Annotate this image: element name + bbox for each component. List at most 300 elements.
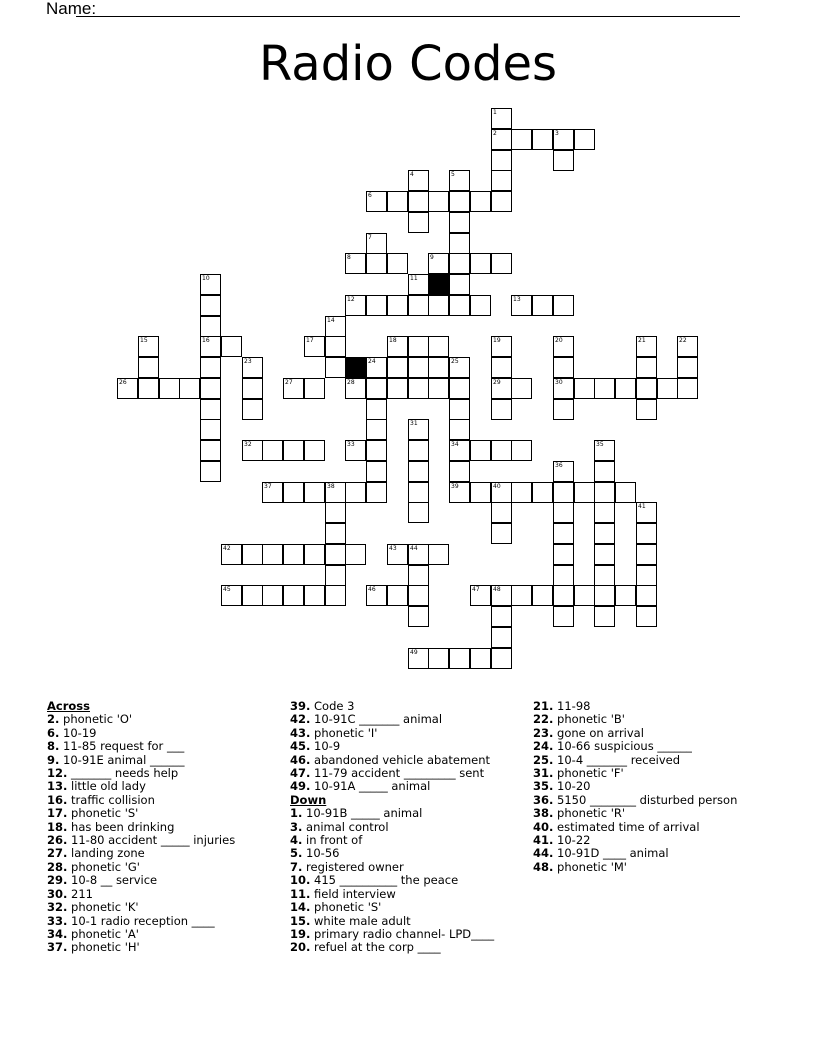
clue-num: 21. [533, 699, 554, 713]
clue-number: 7 [368, 234, 372, 241]
grid-cell[interactable] [200, 316, 221, 337]
grid-cell[interactable] [449, 440, 470, 461]
grid-cell[interactable] [387, 253, 408, 274]
grid-cell[interactable] [470, 585, 491, 606]
grid-cell[interactable] [428, 336, 449, 357]
grid-cell[interactable] [408, 648, 429, 669]
grid-cell[interactable] [553, 523, 574, 544]
grid-cell[interactable] [491, 150, 512, 171]
grid-cell[interactable] [242, 585, 263, 606]
grid-cell[interactable] [366, 399, 387, 420]
clue-number: 2 [493, 130, 497, 137]
grid-cell[interactable] [428, 295, 449, 316]
grid-cell[interactable] [428, 648, 449, 669]
grid-cell[interactable] [283, 544, 304, 565]
clue-num: 14. [290, 900, 311, 915]
grid-cell[interactable] [345, 378, 366, 399]
grid-cell[interactable] [283, 482, 304, 503]
grid-cell[interactable] [221, 544, 242, 565]
grid-cell[interactable] [553, 357, 574, 378]
grid-cell[interactable] [138, 357, 159, 378]
clue-number: 3 [555, 130, 559, 137]
clue-num: 30. [47, 886, 68, 901]
clue-item [533, 713, 737, 726]
grid-cell[interactable] [615, 482, 636, 503]
clue-num: 12. [47, 766, 68, 781]
grid-cell[interactable] [594, 544, 615, 565]
grid-cell[interactable] [470, 440, 491, 461]
grid-cell[interactable] [491, 482, 512, 503]
clue-text: 10-91B _____ animal [306, 806, 423, 821]
clue-text: phonetic 'I' [314, 725, 378, 740]
grid-cell[interactable] [408, 170, 429, 191]
grid-cell[interactable] [428, 191, 449, 212]
clue-text: 11-80 accident _____ injuries [71, 833, 236, 848]
grid-cell[interactable] [615, 378, 636, 399]
grid-cell[interactable] [200, 274, 221, 295]
name-label: Name: [46, 0, 97, 18]
clue-number: 9 [430, 254, 434, 261]
grid-cell[interactable] [449, 419, 470, 440]
clue-number: 8 [347, 254, 351, 261]
grid-cell[interactable] [366, 419, 387, 440]
grid-cell[interactable] [511, 129, 532, 150]
clue-num: 4. [290, 833, 303, 848]
grid-cell[interactable] [408, 461, 429, 482]
grid-cell[interactable] [491, 627, 512, 648]
clue-number: 17 [306, 337, 314, 344]
grid-cell[interactable] [470, 482, 491, 503]
grid-cell[interactable] [449, 212, 470, 233]
grid-cell[interactable] [491, 129, 512, 150]
grid-cell[interactable] [491, 585, 512, 606]
clue-item [290, 874, 494, 887]
grid-cell[interactable] [553, 150, 574, 171]
grid-cell[interactable] [491, 336, 512, 357]
grid-cell[interactable] [449, 170, 470, 191]
clue-text: 10-1 radio reception ____ [71, 913, 215, 928]
grid-cell[interactable] [387, 336, 408, 357]
clue-text: 11-79 accident _________ sent [314, 766, 485, 781]
clue-text: field interview [314, 886, 396, 901]
grid-cell[interactable] [408, 419, 429, 440]
grid-cell[interactable] [325, 585, 346, 606]
grid-cell[interactable] [366, 482, 387, 503]
clue-text: registered owner [306, 859, 404, 874]
clue-number: 47 [472, 586, 480, 593]
grid-cell[interactable] [262, 544, 283, 565]
grid-cell[interactable] [408, 565, 429, 586]
grid-cell[interactable] [345, 482, 366, 503]
grid-cell[interactable] [594, 606, 615, 627]
clue-item [533, 727, 737, 740]
grid-cell[interactable] [408, 336, 429, 357]
grid-cell[interactable] [242, 440, 263, 461]
grid-cell[interactable] [262, 585, 283, 606]
clue-num: 31. [533, 766, 554, 781]
grid-cell[interactable] [325, 544, 346, 565]
grid-cell[interactable] [449, 233, 470, 254]
clue-number: 39 [451, 483, 459, 490]
grid-cell[interactable] [262, 482, 283, 503]
clue-number: 16 [202, 337, 210, 344]
grid-cell[interactable] [553, 585, 574, 606]
clue-item [290, 727, 494, 740]
clue-number: 21 [638, 337, 646, 344]
grid-cell[interactable] [553, 565, 574, 586]
clue-text: 10-8 __ service [71, 873, 158, 888]
clue-number: 48 [493, 586, 501, 593]
clue-number: 25 [451, 358, 459, 365]
grid-cell[interactable] [594, 523, 615, 544]
clue-number: 23 [244, 358, 252, 365]
grid-cell[interactable] [387, 191, 408, 212]
grid-cell[interactable] [200, 461, 221, 482]
clue-text: phonetic 'B' [557, 712, 625, 727]
grid-cell[interactable] [491, 253, 512, 274]
grid-cell[interactable] [553, 482, 574, 503]
clue-section-heading: Across [47, 699, 90, 713]
grid-cell[interactable] [200, 399, 221, 420]
grid-cell[interactable] [491, 170, 512, 191]
clue-text: estimated time of arrival [557, 819, 700, 834]
grid-cell[interactable] [491, 191, 512, 212]
clue-item [533, 847, 737, 860]
clue-item [47, 834, 235, 847]
grid-cell[interactable] [491, 648, 512, 669]
clue-item [47, 794, 235, 807]
grid-cell[interactable] [304, 336, 325, 357]
clue-item [533, 807, 737, 820]
clue-number: 4 [410, 171, 414, 178]
grid-cell[interactable] [470, 648, 491, 669]
grid-cell[interactable] [325, 502, 346, 523]
grid-cell[interactable] [511, 295, 532, 316]
grid-cell[interactable] [428, 378, 449, 399]
clue-number: 32 [244, 441, 252, 448]
grid-cell[interactable] [408, 585, 429, 606]
grid-cell[interactable] [428, 357, 449, 378]
grid-cell[interactable] [138, 378, 159, 399]
grid-cell[interactable] [491, 440, 512, 461]
clue-number: 20 [555, 337, 563, 344]
clue-num: 45. [290, 739, 311, 754]
grid-cell[interactable] [387, 357, 408, 378]
grid-cell[interactable] [594, 461, 615, 482]
grid-cell[interactable] [366, 253, 387, 274]
clue-number: 33 [347, 441, 355, 448]
clue-num: 13. [47, 779, 68, 794]
clue-num: 42. [290, 712, 311, 727]
grid-cell[interactable] [553, 544, 574, 565]
grid-cell[interactable] [242, 399, 263, 420]
grid-cell[interactable] [553, 502, 574, 523]
clue-num: 17. [47, 806, 68, 821]
grid-cell[interactable] [449, 253, 470, 274]
grid-cell[interactable] [387, 544, 408, 565]
grid-cell[interactable] [408, 191, 429, 212]
grid-cell[interactable] [636, 378, 657, 399]
clue-text: has been drinking [71, 819, 175, 834]
grid-cell[interactable] [242, 378, 263, 399]
grid-cell[interactable] [408, 502, 429, 523]
clue-item [533, 740, 737, 753]
grid-cell[interactable] [304, 440, 325, 461]
clue-num: 44. [533, 846, 554, 861]
grid-cell[interactable] [491, 378, 512, 399]
grid-cell[interactable] [366, 461, 387, 482]
grid-cell[interactable] [594, 482, 615, 503]
clue-text: phonetic 'K' [71, 900, 139, 915]
clue-text: phonetic 'R' [557, 806, 626, 821]
grid-cell[interactable] [283, 378, 304, 399]
clue-text: 10-91E animal ______ [63, 752, 185, 767]
grid-cell[interactable] [491, 502, 512, 523]
grid-cell[interactable] [636, 336, 657, 357]
clue-number: 22 [679, 337, 687, 344]
grid-block [428, 274, 449, 295]
grid-cell[interactable] [428, 544, 449, 565]
grid-cell[interactable] [553, 129, 574, 150]
clue-item [47, 727, 235, 740]
grid-cell[interactable] [387, 295, 408, 316]
clue-num: 22. [533, 712, 554, 727]
clue-number: 38 [327, 483, 335, 490]
grid-cell[interactable] [428, 253, 449, 274]
grid-cell[interactable] [449, 295, 470, 316]
clue-text: phonetic 'H' [71, 940, 140, 955]
clue-text: _______ needs help [71, 766, 179, 781]
grid-cell[interactable] [636, 399, 657, 420]
grid-cell[interactable] [491, 108, 512, 129]
clue-num: 5. [290, 846, 303, 861]
grid-cell[interactable] [574, 378, 595, 399]
grid-cell[interactable] [408, 274, 429, 295]
clue-num: 34. [47, 926, 68, 941]
grid-cell[interactable] [636, 523, 657, 544]
grid-cell[interactable] [532, 295, 553, 316]
grid-cell[interactable] [366, 295, 387, 316]
grid-cell[interactable] [532, 482, 553, 503]
grid-cell[interactable] [242, 544, 263, 565]
grid-cell[interactable] [594, 502, 615, 523]
grid-cell[interactable] [677, 378, 698, 399]
grid-cell[interactable] [283, 440, 304, 461]
clue-text: 10-19 [63, 725, 97, 740]
grid-cell[interactable] [200, 440, 221, 461]
clue-number: 6 [368, 192, 372, 199]
grid-cell[interactable] [574, 482, 595, 503]
clue-num: 32. [47, 900, 68, 915]
grid-cell[interactable] [366, 585, 387, 606]
grid-cell[interactable] [325, 482, 346, 503]
grid-cell[interactable] [408, 482, 429, 503]
clue-text: 10-22 [557, 833, 591, 848]
grid-cell[interactable] [553, 336, 574, 357]
grid-cell[interactable] [179, 378, 200, 399]
grid-cell[interactable] [408, 378, 429, 399]
clue-item [290, 740, 494, 753]
grid-cell[interactable] [408, 440, 429, 461]
grid-cell[interactable] [636, 544, 657, 565]
grid-cell[interactable] [636, 565, 657, 586]
grid-cell[interactable] [242, 357, 263, 378]
grid-cell[interactable] [366, 233, 387, 254]
grid-cell[interactable] [491, 399, 512, 420]
grid-cell[interactable] [408, 212, 429, 233]
grid-cell[interactable] [408, 544, 429, 565]
grid-cell[interactable] [470, 253, 491, 274]
clue-item [290, 700, 494, 713]
grid-cell[interactable] [491, 357, 512, 378]
grid-cell[interactable] [449, 461, 470, 482]
grid-cell[interactable] [304, 544, 325, 565]
grid-cell[interactable] [532, 129, 553, 150]
grid-cell[interactable] [200, 419, 221, 440]
grid-cell[interactable] [138, 336, 159, 357]
clue-text: traffic collision [71, 792, 155, 807]
grid-cell[interactable] [449, 482, 470, 503]
clue-num: 38. [533, 806, 554, 821]
grid-cell[interactable] [636, 502, 657, 523]
clue-item [47, 888, 235, 901]
grid-cell[interactable] [325, 316, 346, 337]
grid-cell[interactable] [636, 357, 657, 378]
grid-cell[interactable] [387, 585, 408, 606]
clue-text: Code 3 [314, 699, 355, 713]
clue-number: 42 [223, 545, 231, 552]
grid-cell[interactable] [325, 565, 346, 586]
clue-item [47, 941, 235, 954]
grid-cell[interactable] [221, 585, 242, 606]
grid-cell[interactable] [200, 357, 221, 378]
clue-num: 27. [47, 846, 68, 861]
clue-number: 40 [493, 483, 501, 490]
clue-num: 29. [47, 873, 68, 888]
grid-cell[interactable] [449, 357, 470, 378]
grid-cell[interactable] [491, 606, 512, 627]
grid-cell[interactable] [345, 440, 366, 461]
clue-item [290, 915, 494, 928]
grid-cell[interactable] [408, 295, 429, 316]
grid-cell[interactable] [159, 378, 180, 399]
clue-item [47, 821, 235, 834]
grid-cell[interactable] [117, 378, 138, 399]
grid-cell[interactable] [553, 399, 574, 420]
clue-num: 43. [290, 725, 311, 740]
grid-cell[interactable] [470, 191, 491, 212]
grid-cell[interactable] [262, 440, 283, 461]
grid-cell[interactable] [657, 378, 678, 399]
clue-number: 46 [368, 586, 376, 593]
grid-cell[interactable] [366, 378, 387, 399]
grid-cell[interactable] [553, 378, 574, 399]
grid-cell[interactable] [325, 357, 346, 378]
clues-column-3 [533, 700, 737, 874]
grid-cell[interactable] [553, 461, 574, 482]
grid-cell[interactable] [221, 336, 242, 357]
clue-text: phonetic 'G' [71, 859, 140, 874]
grid-cell[interactable] [366, 191, 387, 212]
clue-text: phonetic 'A' [71, 926, 139, 941]
grid-cell[interactable] [387, 378, 408, 399]
clue-text: white male adult [314, 913, 411, 928]
clue-text: 10-4 _______ received [557, 752, 681, 767]
clue-text: 10-20 [557, 779, 591, 794]
clue-item [290, 754, 494, 767]
grid-cell[interactable] [304, 585, 325, 606]
grid-cell[interactable] [470, 295, 491, 316]
grid-cell[interactable] [511, 482, 532, 503]
clue-num: 33. [47, 913, 68, 928]
grid-cell[interactable] [283, 585, 304, 606]
clue-item [47, 861, 235, 874]
grid-cell[interactable] [677, 357, 698, 378]
clue-item [290, 888, 494, 901]
grid-cell[interactable] [615, 585, 636, 606]
grid-cell[interactable] [325, 523, 346, 544]
grid-cell[interactable] [594, 440, 615, 461]
clue-text: 10-56 [306, 846, 340, 861]
clue-num: 19. [290, 926, 311, 941]
grid-cell[interactable] [449, 648, 470, 669]
grid-cell[interactable] [574, 129, 595, 150]
clue-item [290, 780, 494, 793]
grid-cell[interactable] [594, 585, 615, 606]
grid-cell[interactable] [553, 606, 574, 627]
grid-cell[interactable] [532, 585, 553, 606]
clue-num: 36. [533, 792, 554, 807]
grid-cell[interactable] [366, 440, 387, 461]
grid-cell[interactable] [594, 378, 615, 399]
grid-cell[interactable] [325, 336, 346, 357]
grid-cell[interactable] [200, 378, 221, 399]
grid-cell[interactable] [200, 336, 221, 357]
clue-item [290, 928, 494, 941]
grid-cell[interactable] [449, 191, 470, 212]
grid-cell[interactable] [511, 378, 532, 399]
grid-cell[interactable] [449, 274, 470, 295]
clue-text: 10-91C _______ animal [314, 712, 443, 727]
grid-cell[interactable] [408, 606, 429, 627]
clue-number: 18 [389, 337, 397, 344]
grid-cell[interactable] [345, 253, 366, 274]
grid-cell[interactable] [345, 544, 366, 565]
clue-number: 15 [140, 337, 148, 344]
grid-cell[interactable] [408, 357, 429, 378]
grid-cell[interactable] [304, 482, 325, 503]
grid-cell[interactable] [491, 523, 512, 544]
grid-cell[interactable] [636, 585, 657, 606]
clue-num: 7. [290, 859, 303, 874]
grid-cell[interactable] [366, 357, 387, 378]
grid-cell[interactable] [345, 295, 366, 316]
grid-cell[interactable] [304, 378, 325, 399]
grid-cell[interactable] [200, 295, 221, 316]
grid-cell[interactable] [553, 295, 574, 316]
grid-cell[interactable] [449, 399, 470, 420]
grid-cell[interactable] [594, 565, 615, 586]
grid-cell[interactable] [636, 606, 657, 627]
grid-cell[interactable] [574, 585, 595, 606]
clue-number: 24 [368, 358, 376, 365]
grid-cell[interactable] [449, 378, 470, 399]
clue-number: 45 [223, 586, 231, 593]
grid-cell[interactable] [677, 336, 698, 357]
clue-text: phonetic 'S' [314, 900, 382, 915]
grid-cell[interactable] [511, 585, 532, 606]
grid-cell[interactable] [511, 440, 532, 461]
